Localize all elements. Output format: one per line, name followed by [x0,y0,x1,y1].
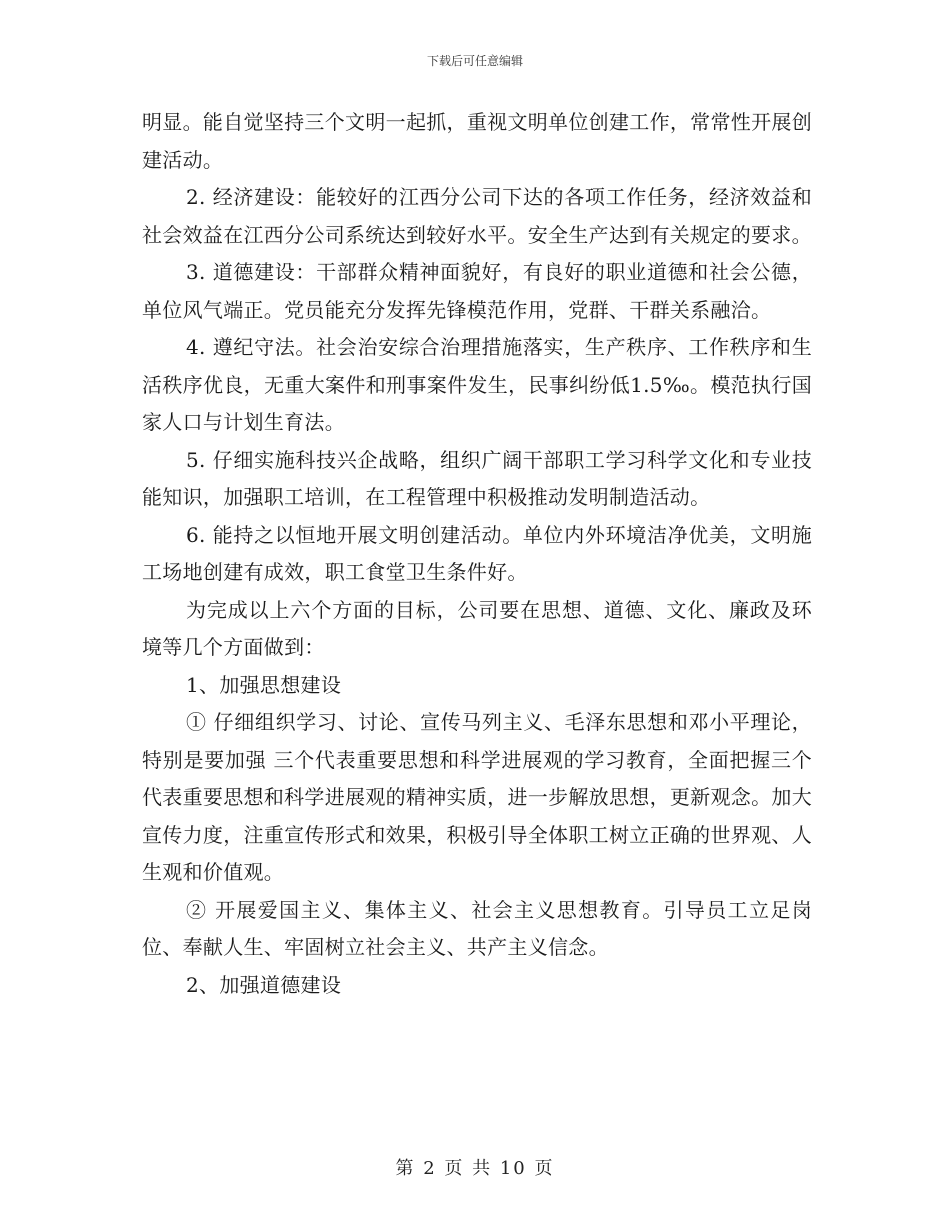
paragraph-goals-intro: 为完成以上六个方面的目标，公司要在思想、道德、文化、廉政及环境等几个方面做到： [142,597,812,659]
page-header: 下载后可任意编辑 [426,54,523,68]
document-body [142,104,812,1004]
paragraph-patriotism-education: ② 开展爱国主义、集体主义、社会主义思想教育。引导员工立足岗位、奉献人生、牢固树立社会主义、共产主义信念。 [142,897,812,959]
paragraph-law-abiding: 4. 遵纪守法。社会治安综合治理措施落实，生产秩序、工作秩序和生活秩序优良，无重大案件和刑事案件发生，民事纠纷低1.5‰。模范执行国家人口与计划生育法。 [142,335,812,434]
paragraph-economic-construction: 2. 经济建设：能较好的江西分公司下达的各项工作任务，经济效益和社会效益在江西分公司系统达到较好水平。安全生产达到有关规定的要求。 [142,185,812,247]
paragraph-civilization-activities: 6. 能持之以恒地开展文明创建活动。单位内外环境洁净优美，文明施工场地创建有成效，职工食堂卫生条件好。 [142,522,812,584]
paragraph-continuation: 明显。能自觉坚持三个文明一起抓，重视文明单位创建工作，常常性开展创建活动。 [142,110,812,172]
paragraph-study-theory: ① 仔细组织学习、讨论、宣传马列主义、毛泽东思想和邓小平理论，特别是要加强 三个代表重要思想和科学进展观的学习教育，全面把握三个代表重要思想和科学进展观的精神实质，进一步解放思想，更新观念。加大宣传力度，注重宣传形式和效果，积极引导全体职工树立正确的世界观、人生观和价值观。 [142,710,812,884]
paragraph-moral-construction: 3. 道德建设：干部群众精神面貌好，有良好的职业道德和社会公德，单位风气端正。党员能充分发挥先锋模范作用，党群、干群关系融洽。 [142,260,812,322]
page-footer: 第 2 页 共 10 页 [395,1158,555,1179]
section-heading-morality: 2、加强道德建设 [186,972,342,997]
paragraph-technology: 5. 仔细实施科技兴企战略，组织广阔干部职工学习科学文化和专业技能知识，加强职工培训，在工程管理中积极推动发明制造活动。 [142,447,812,509]
section-heading-ideology: 1、加强思想建设 [186,672,342,697]
